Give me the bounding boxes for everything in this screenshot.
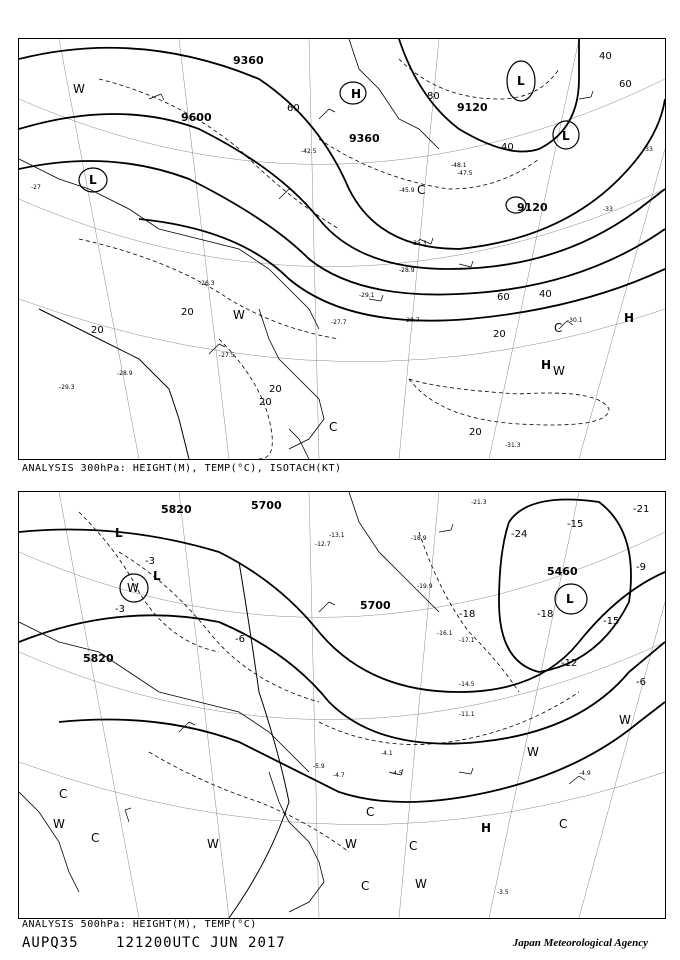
isotach-label: 60 xyxy=(287,103,300,114)
isotherm-label: -6 xyxy=(636,677,646,688)
station-temp: -16.1 xyxy=(437,630,453,637)
isotherm-label: -18 xyxy=(537,609,554,620)
pressure-low: L xyxy=(89,173,97,187)
isotach-label: 40 xyxy=(539,289,552,300)
station-temp: -4.5 xyxy=(391,770,403,777)
isotherm-label: -18 xyxy=(459,609,476,620)
coastline xyxy=(19,492,439,912)
isotach-label: 20 xyxy=(269,384,282,395)
pressure-high: H xyxy=(351,87,362,101)
station-temp: -33 xyxy=(643,146,653,153)
warm-marker: W xyxy=(73,82,85,96)
warm-marker: W xyxy=(619,713,631,727)
isotach-label: 60 xyxy=(497,292,510,303)
station-temp: -30.1 xyxy=(567,317,583,324)
station-temp: -5.9 xyxy=(313,763,325,770)
pressure-high: H xyxy=(624,311,635,325)
station-temp: -33 xyxy=(603,206,613,213)
cold-marker: C xyxy=(91,831,100,845)
height-label: 9360 xyxy=(233,54,264,67)
height-contours xyxy=(19,39,665,321)
height-label: 5820 xyxy=(83,652,114,665)
warm-marker: W xyxy=(233,308,245,322)
isotherm-label: -15 xyxy=(603,616,620,627)
isotherm-label: -3 xyxy=(145,556,155,567)
agency-name: Japan Meteorological Agency xyxy=(512,937,648,949)
station-temp: -4.9 xyxy=(579,770,591,777)
cold-marker: C xyxy=(559,817,568,831)
cold-marker: C xyxy=(361,879,370,893)
warm-marker: W xyxy=(127,581,139,595)
isotach-label: 60 xyxy=(619,79,632,90)
pressure-high: H xyxy=(481,821,492,835)
height-label: 9120 xyxy=(517,201,548,214)
isotach-label: 20 xyxy=(493,329,506,340)
isotherm-label: -6 xyxy=(235,634,245,645)
map-300hpa-canvas xyxy=(19,39,665,459)
station-temp: -31.3 xyxy=(505,442,521,449)
isotach-label: 40 xyxy=(599,51,612,62)
isotherm-label: -9 xyxy=(636,562,646,573)
isotach-label: 20 xyxy=(469,427,482,438)
isotherm-label: -15 xyxy=(567,519,584,530)
chart-code: AUPQ35 xyxy=(22,935,79,951)
station-temp: -4.1 xyxy=(381,750,393,757)
height-label: 5460 xyxy=(547,565,578,578)
height-label: 5820 xyxy=(161,503,192,516)
isotherm-label: -12 xyxy=(561,658,578,669)
caption-300hpa: ANALYSIS 300hPa: HEIGHT(M), TEMP(°C), ISOTACH(KT) xyxy=(22,463,342,474)
wind-barbs xyxy=(125,524,585,822)
isotach-label: 20 xyxy=(181,307,194,318)
caption-500hpa: ANALYSIS 500hPa: HEIGHT(M), TEMP(°C) xyxy=(22,919,257,930)
valid-time: 121200UTC JUN 2017 xyxy=(116,935,286,951)
height-label: 5700 xyxy=(360,599,391,612)
isotherm-label: -24 xyxy=(511,529,528,540)
isotach-label: 40 xyxy=(501,142,514,153)
cold-marker: C xyxy=(554,321,563,335)
coastline xyxy=(19,39,439,459)
pressure-high: H xyxy=(541,358,552,372)
height-label: 9600 xyxy=(181,111,212,124)
graticule xyxy=(19,492,665,918)
station-temp: -27.7 xyxy=(331,319,347,326)
cold-marker: C xyxy=(409,839,418,853)
map-300hpa xyxy=(18,38,666,460)
station-temp: -14.5 xyxy=(459,681,475,688)
station-temp: -42.5 xyxy=(301,148,317,155)
warm-marker: W xyxy=(53,817,65,831)
station-temp: -21.3 xyxy=(471,499,487,506)
station-temp: -28.9 xyxy=(399,267,415,274)
station-temp: -27 xyxy=(31,184,41,191)
station-temp: -4.7 xyxy=(333,772,345,779)
pressure-low: L xyxy=(517,74,525,88)
closed-lows xyxy=(79,61,579,213)
station-temp: -35.3 xyxy=(411,240,427,247)
isotach-label: 20 xyxy=(259,397,272,408)
pressure-low: L xyxy=(153,569,161,583)
pressure-low: L xyxy=(115,526,123,540)
height-label: 9360 xyxy=(349,132,380,145)
pressure-low: L xyxy=(562,129,570,143)
height-label: 5700 xyxy=(251,499,282,512)
station-temp: -45.9 xyxy=(399,187,415,194)
station-temp: -13.1 xyxy=(329,532,345,539)
closed-lows xyxy=(120,574,587,614)
isotach-label: 80 xyxy=(427,91,440,102)
isotachs xyxy=(79,59,609,459)
height-label: 9120 xyxy=(457,101,488,114)
station-temp: -29.3 xyxy=(59,384,75,391)
station-temp: -29.1 xyxy=(359,292,375,299)
station-temp: -28.9 xyxy=(117,370,133,377)
isotach-label: 20 xyxy=(91,325,104,336)
map-500hpa xyxy=(18,491,666,919)
isotherm-label: -3 xyxy=(115,604,125,615)
warm-marker: W xyxy=(415,877,427,891)
pressure-low: L xyxy=(566,592,574,606)
station-temp: -3.5 xyxy=(497,889,509,896)
cold-marker: C xyxy=(366,805,375,819)
station-temp: -12.7 xyxy=(315,541,331,548)
boundary-line xyxy=(229,562,289,918)
cold-marker: C xyxy=(329,420,338,434)
station-temp: -18.9 xyxy=(411,535,427,542)
height-contours xyxy=(19,500,665,803)
station-temp: -47.5 xyxy=(457,170,473,177)
map-500hpa-canvas xyxy=(19,492,665,918)
station-temp: -26.3 xyxy=(199,280,215,287)
station-temp: -27.5 xyxy=(219,352,235,359)
station-temp: -17.1 xyxy=(459,637,475,644)
station-temp: -11.1 xyxy=(459,711,475,718)
chart-identifier xyxy=(22,935,314,951)
station-temp: -48.1 xyxy=(451,162,467,169)
cold-marker: C xyxy=(417,183,426,197)
warm-marker: W xyxy=(345,837,357,851)
isotherm-label: -21 xyxy=(633,504,650,515)
station-temp: -28.7 xyxy=(404,317,420,324)
cold-marker: C xyxy=(59,787,68,801)
warm-marker: W xyxy=(553,364,565,378)
warm-marker: W xyxy=(207,837,219,851)
warm-marker: W xyxy=(527,745,539,759)
station-temp: -19.9 xyxy=(417,583,433,590)
